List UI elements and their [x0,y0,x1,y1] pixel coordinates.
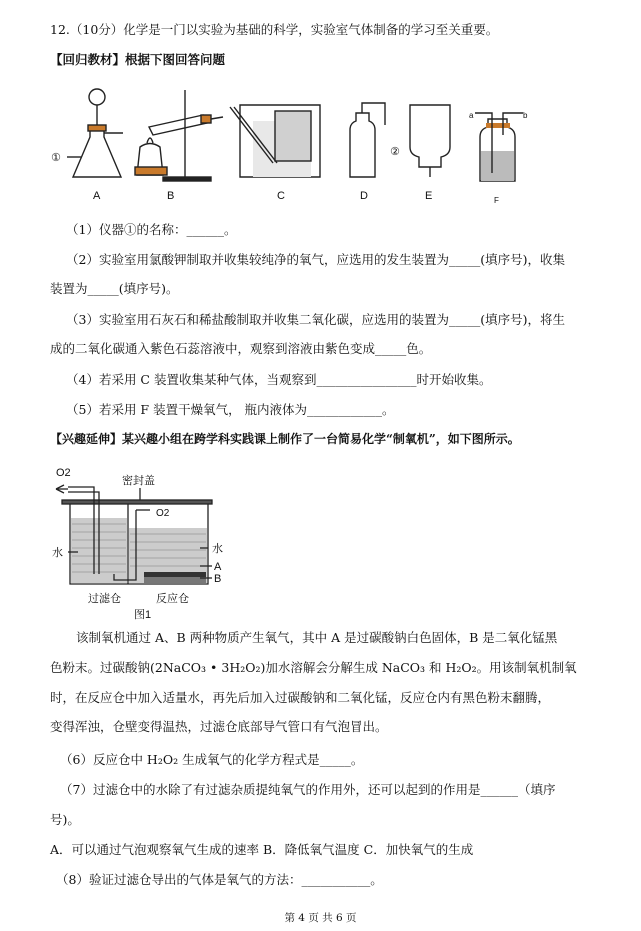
label-a: A [93,190,101,202]
apparatus-f [475,113,523,181]
apparatus-figure [45,85,565,215]
substance-b-label: B [214,573,222,585]
question-header: 12.（10分）化学是一门以实验为基础的科学，实验室气体制备的学习至关重要。 [50,22,499,37]
water-right-label: 水 [212,543,223,555]
label-b: B [167,190,175,202]
label-e: E [425,190,433,202]
reaction-chamber-label: 反应仓 [156,593,189,605]
question-7-line1: （7）过滤仓中的水除了有过滤杂质提纯氧气的作用外，还可以起到的作用是______（填序 [60,782,556,797]
apparatus-e [410,105,450,177]
question-2-line1: （2）实验室用氯酸钾制取并收集较纯净的氧气，应选用的发生装置为_____(填序号)，收集 [66,252,565,267]
marker-2: ② [390,146,400,158]
label-c: C [277,190,285,202]
label-f: F [494,196,499,205]
section-title-extension: 【兴趣延伸】某兴趣小组在跨学科实践课上制作了一台简易化学“制氧机”，如下图所示。 [50,432,520,446]
question-5: （5）若采用 F 装置干燥氧气， 瓶内液体为____________。 [66,402,395,417]
tube-b-label: b [523,111,528,120]
label-d: D [360,190,368,202]
question-1: （1）仪器①的名称：______。 [66,222,237,237]
marker-1: ① [51,152,61,164]
question-4: （4）若采用 C 装置收集某种气体，当观察到________________时开始收集。 [66,372,492,387]
question-7-line2: 号)。 [50,812,80,827]
question-3-line1: （3）实验室用石灰石和稀盐酸制取并收集二氧化碳，应选用的装置为_____(填序号)，将生 [66,312,565,327]
apparatus-d [350,103,385,177]
section-title-textbook: 【回归教材】根据下图回答问题 [50,52,226,67]
figure-caption: 图1 [134,609,152,621]
paragraph-line-1: 该制氧机通过 A、B 两种物质产生氧气，其中 A 是过碳酸钠白色固体，B 是二氧化锰黑 [76,630,558,645]
water-left-label: 水 [52,547,63,559]
question-6: （6）反应仓中 H₂O₂ 生成氧气的化学方程式是_____。 [60,752,364,767]
question-8: （8）验证过滤仓导出的气体是氧气的方法：___________。 [56,872,383,887]
tube-a-label: a [469,111,474,120]
question-2-line2: 装置为_____(填序号)。 [50,281,179,296]
paragraph-line-3: 时，在反应仓中加入适量水，再先后加入过碳酸钠和二氧化锰，反应仓内有黑色粉末翻腾， [50,690,551,705]
paragraph-line-2: 色粉末。过碳酸钠(2NaCO₃ • 3H₂O₂)加水溶解会分解生成 NaCO₃ 和 H₂O₂。用该制氧机制氧 [50,660,577,675]
apparatus-b [135,90,223,181]
substance-a-label: A [214,561,222,573]
apparatus-c [230,105,320,177]
question-7-options: A．可以通过气泡观察氧气生成的速率 B．降低氧气温度 C．加快氧气的生成 [50,842,474,857]
apparatus-a [67,89,123,177]
paragraph-line-4: 变得浑浊，仓壁变得温热，过滤仓底部导气管口有气泡冒出。 [50,719,388,734]
lid-label: 密封盖 [122,475,155,487]
oxygen-generator-figure [50,462,250,622]
filter-chamber-label: 过滤仓 [88,593,121,605]
o2-inner-label: O2 [156,508,170,519]
page-footer: 第 4 页 共 6 页 [284,912,357,924]
question-3-line2: 成的二氧化碳通入紫色石蕊溶液中，观察到溶液由紫色变成_____色。 [50,341,432,356]
o2-outlet-label: O2 [56,467,71,479]
